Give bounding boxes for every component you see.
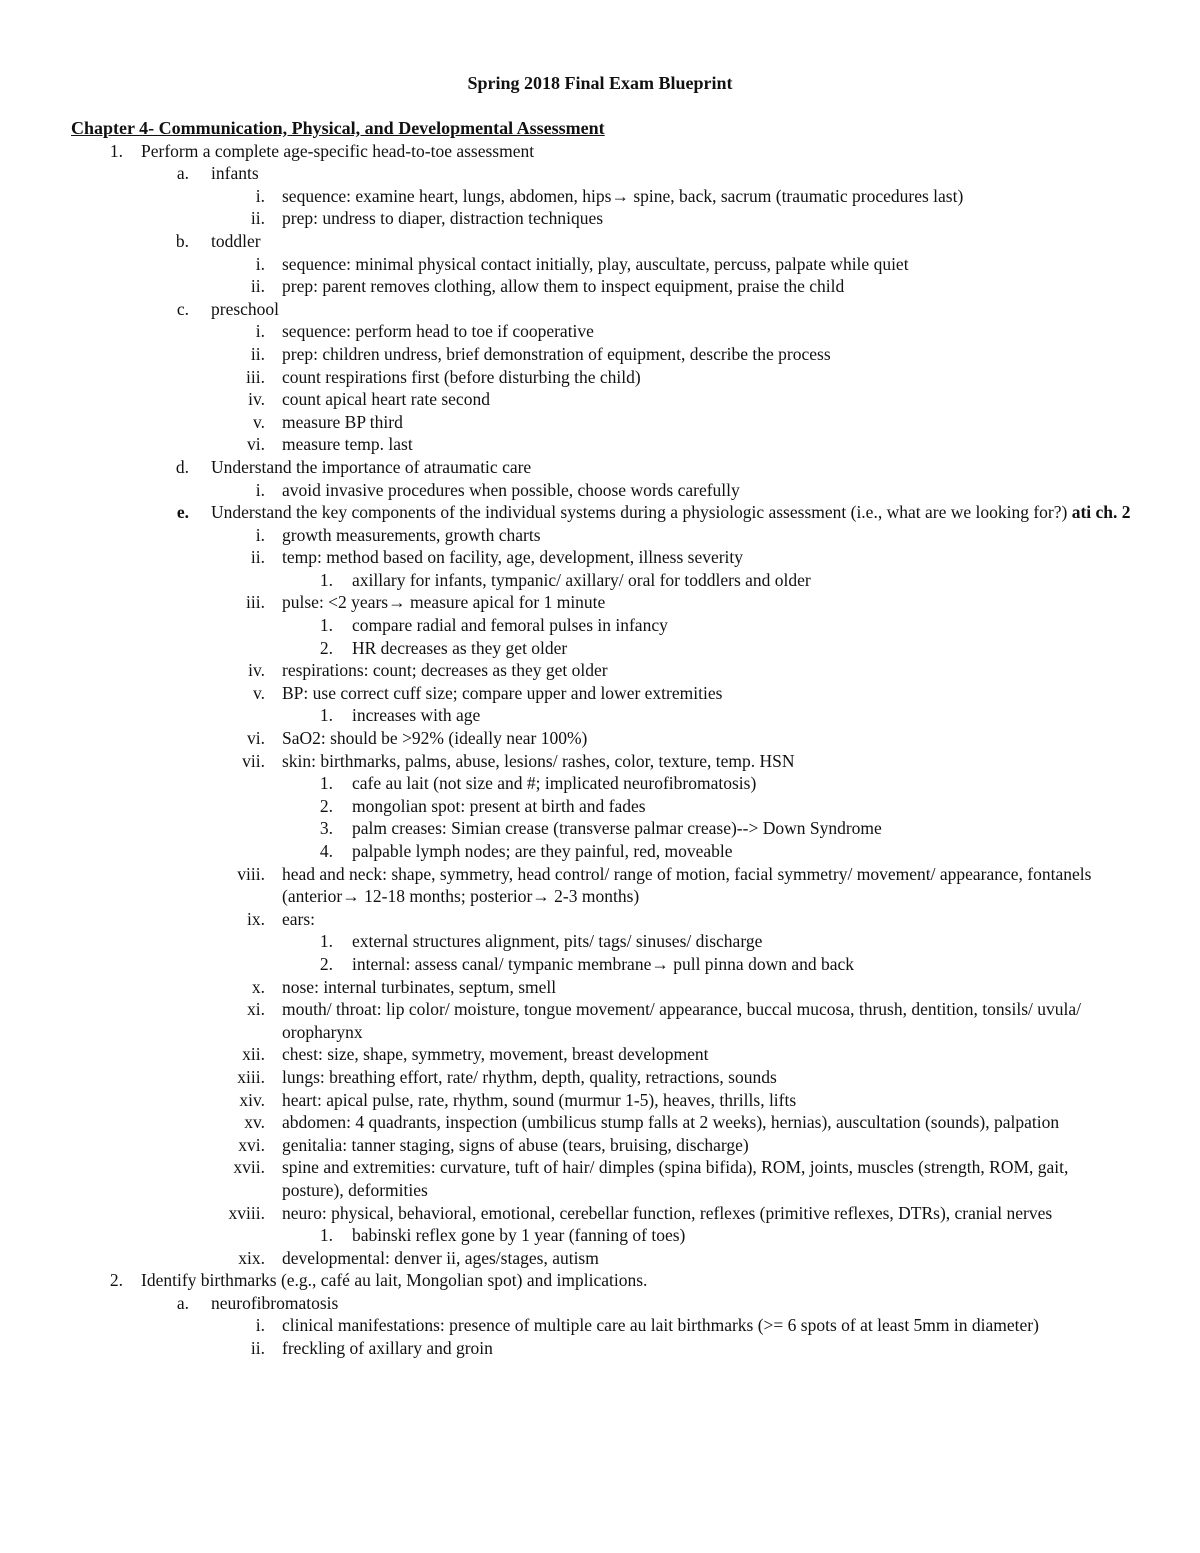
outline-marker: c. [176, 298, 189, 319]
outline-text-main: sequence: perform head to toe if cooperative [282, 321, 594, 342]
outline-text-main: cafe au lait (not size and #; implicated neurofibromatosis) [352, 773, 757, 794]
outline-marker: iii. [246, 366, 265, 387]
outline-text-main: growth measurements, growth charts [282, 524, 541, 545]
outline-marker: xvi. [238, 1134, 265, 1155]
outline-text [282, 1066, 1132, 1089]
outline-marker: vi. [247, 728, 265, 749]
outline-text [282, 591, 1132, 614]
outline-item [0, 1043, 1200, 1066]
outline-text [282, 1314, 1132, 1337]
outline-text-main: sequence: minimal physical contact initially, play, auscultate, percuss, palpate while quiet [282, 253, 909, 274]
outline-text [282, 908, 1132, 931]
outline-text [352, 614, 1132, 637]
outline-item [0, 1111, 1200, 1134]
outline-text-main: palpable lymph nodes; are they painful, red, moveable [352, 841, 733, 861]
outline-text [282, 1111, 1132, 1134]
outline-item [0, 998, 1200, 1043]
outline-item [0, 953, 1200, 976]
outline-text-main: genitalia: tanner staging, signs of abuse (tears, bruising, discharge) [282, 1134, 749, 1155]
outline-item [0, 772, 1200, 795]
outline-marker: iv. [248, 389, 265, 410]
outline-text [352, 953, 1132, 976]
outline-text [352, 569, 1132, 592]
outline-item [0, 614, 1200, 637]
outline-text [282, 1337, 1132, 1360]
outline-text-main: spine and extremities: curvature, tuft of hair/ dimples (spina bifida), ROM, joints, muscles (strength, ROM, gait, posture), deformities [282, 1157, 1069, 1200]
outline-text-main: head and neck: shape, symmetry, head control/ range of motion, facial symmetry/ movement/ appearance, fontanels (anterior→ 12-18 months; posterior→ 2-3 months) [282, 863, 1092, 907]
outline-text-main: measure BP third [282, 411, 403, 432]
outline-text [282, 727, 1132, 750]
outline-text [282, 320, 1132, 343]
outline-text [352, 1224, 1132, 1247]
outline-text-main: neuro: physical, behavioral, emotional, cerebellar function, reflexes (primitive reflexes, DTRs), cranial nerves [282, 1202, 1053, 1223]
outline-marker: i. [255, 321, 265, 342]
outline-text [282, 275, 1132, 298]
outline-text [282, 388, 1132, 411]
chapter-heading: Chapter 4- Communication, Physical, and Developmental Assessment [71, 118, 605, 138]
outline-marker: 2. [319, 953, 333, 974]
outline-text-main: prep: undress to diaper, distraction techniques [282, 208, 604, 229]
outline-item [0, 230, 1200, 253]
outline-text-main: count apical heart rate second [282, 389, 490, 410]
outline-text-main: measure temp. last [282, 434, 413, 455]
outline-item [0, 840, 1200, 863]
outline-marker: e. [176, 502, 189, 523]
outline-item [0, 433, 1200, 456]
outline-item [0, 591, 1200, 614]
outline-text-main: avoid invasive procedures when possible, choose words carefully [282, 479, 740, 500]
outline-marker: 1. [319, 615, 333, 636]
outline-item [0, 659, 1200, 682]
outline-text-main: babinski reflex gone by 1 year (fanning of toes) [352, 1225, 686, 1246]
outline-item [0, 930, 1200, 953]
outline-text-main: nose: internal turbinates, septum, smell [282, 976, 557, 997]
outline-text-main: mouth/ throat: lip color/ moisture, tongue movement/ appearance, buccal mucosa, thrush, dentition, tonsils/ uvula/ oropharynx [282, 999, 1081, 1042]
outline-text-main: internal: assess canal/ tympanic membrane→ pull pinna down and back [352, 953, 855, 974]
outline-marker: 3. [319, 818, 333, 839]
outline-text [282, 863, 1132, 908]
outline-text-reference: ati ch. 2 [1071, 502, 1131, 523]
outline-item [0, 750, 1200, 773]
outline-text [282, 1043, 1132, 1066]
outline-item [0, 1202, 1200, 1225]
outline-text [282, 411, 1132, 434]
outline-marker: d. [175, 456, 189, 477]
outline-marker: 2. [319, 795, 333, 816]
outline-marker: 1. [319, 931, 333, 952]
outline-marker: xi. [247, 999, 265, 1020]
outline-item [0, 1314, 1200, 1337]
outline-item [0, 1247, 1200, 1270]
outline-item [0, 637, 1200, 660]
outline-marker: v. [253, 411, 265, 432]
outline-content [0, 117, 1200, 1360]
outline-item [0, 275, 1200, 298]
outline-item [0, 366, 1200, 389]
outline-item [0, 1066, 1200, 1089]
outline-item [0, 546, 1200, 569]
outline-marker: xiii. [237, 1066, 265, 1087]
outline-text-main: infants [211, 163, 259, 184]
outline-text-main: prep: children undress, brief demonstration of equipment, describe the process [282, 343, 831, 364]
outline-item [0, 185, 1200, 208]
outline-text [282, 1202, 1132, 1225]
outline-text-main: heart: apical pulse, rate, rhythm, sound (murmur 1-5), heaves, thrills, lifts [282, 1089, 797, 1110]
outline-text [282, 433, 1132, 456]
outline-text-main: developmental: denver ii, ages/stages, autism [282, 1247, 599, 1268]
outline-text [141, 1269, 1126, 1292]
outline-text-main: compare radial and femoral pulses in infancy [352, 615, 668, 636]
outline-text-main: BP: use correct cuff size; compare upper and lower extremities [282, 682, 723, 703]
outline-marker: v. [253, 682, 265, 703]
outline-text-main: pulse: <2 years→ measure apical for 1 minute [282, 592, 606, 613]
outline-marker: i. [255, 185, 265, 206]
outline-text [282, 343, 1132, 366]
outline-text [282, 253, 1132, 276]
outline-text-main: palm creases: Simian crease (transverse palmar crease)--> Down Syndrome [352, 818, 882, 839]
outline-item [0, 1156, 1200, 1201]
outline-item [0, 253, 1200, 276]
outline-item [0, 1224, 1200, 1247]
outline-text-main: Identify birthmarks (e.g., café au lait, Mongolian spot) and implications. [141, 1270, 648, 1291]
outline-item [0, 298, 1200, 321]
outline-item [0, 682, 1200, 705]
outline-text [282, 1134, 1132, 1157]
outline-marker: 2. [109, 1270, 123, 1291]
outline-text-main: temp: method based on facility, age, development, illness severity [282, 547, 744, 568]
outline-marker: 1. [319, 773, 333, 794]
outline-item [0, 727, 1200, 750]
outline-text [352, 930, 1132, 953]
outline-item [0, 411, 1200, 434]
outline-marker: a. [176, 163, 189, 184]
outline-marker: ii. [250, 1338, 265, 1359]
outline-marker: ii. [250, 276, 265, 297]
outline-item [0, 479, 1200, 502]
outline-text-main: freckling of axillary and groin [282, 1338, 493, 1359]
outline-marker: 2. [319, 637, 333, 658]
outline-marker: vii. [242, 750, 265, 771]
outline-text [282, 524, 1132, 547]
outline-item [0, 976, 1200, 999]
outline-text [211, 456, 1131, 479]
outline-item [0, 456, 1200, 479]
outline-marker: ii. [250, 343, 265, 364]
outline-item [0, 524, 1200, 547]
outline-marker: 4. [319, 841, 333, 861]
outline-text [282, 682, 1132, 705]
outline-marker: xvii. [233, 1157, 265, 1178]
outline-text-main: increases with age [352, 705, 481, 726]
outline-text [282, 750, 1132, 773]
outline-text [211, 230, 1131, 253]
outline-text-main: lungs: breathing effort, rate/ rhythm, depth, quality, retractions, sounds [282, 1066, 777, 1087]
outline-text [352, 704, 1132, 727]
outline-item [0, 343, 1200, 366]
outline-marker: xv. [244, 1112, 265, 1133]
page-title: Spring 2018 Final Exam Blueprint [467, 73, 733, 93]
outline-text-main: HR decreases as they get older [352, 637, 568, 658]
outline-text-main: toddler [211, 230, 261, 251]
outline-item [0, 1337, 1200, 1360]
outline-marker: x. [251, 976, 265, 997]
outline-text-main: skin: birthmarks, palms, abuse, lesions/ rashes, color, texture, temp. HSN [282, 750, 795, 771]
outline-marker: iv. [248, 660, 265, 681]
outline-text [352, 817, 1132, 840]
outline-text [352, 795, 1132, 818]
outline-text [282, 185, 1132, 208]
outline-text-main: Understand the key components of the individual systems during a physiologic assessment (i.e., what are we looking for?) [211, 502, 1072, 523]
outline-marker: i. [255, 524, 265, 545]
outline-text [211, 162, 1131, 185]
outline-text-main: ears: [282, 908, 316, 929]
outline-item [0, 795, 1200, 818]
outline-text [282, 1089, 1132, 1112]
outline-text [282, 659, 1132, 682]
outline-text-main: Perform a complete age-specific head-to-toe assessment [141, 140, 535, 161]
outline-text [141, 140, 1126, 163]
outline-text-main: axillary for infants, tympanic/ axillary/ oral for toddlers and older [352, 569, 811, 590]
outline-text-main: preschool [211, 298, 280, 319]
outline-text-main: SaO2: should be >92% (ideally near 100%) [282, 728, 588, 749]
outline-marker: 1. [109, 140, 123, 161]
outline-text [352, 772, 1132, 795]
outline-list [0, 140, 1200, 1360]
outline-marker: ix. [247, 908, 265, 929]
outline-text-main: prep: parent removes clothing, allow them to inspect equipment, praise the child [282, 276, 845, 297]
outline-item [0, 162, 1200, 185]
outline-text [211, 1292, 1131, 1315]
outline-text [282, 546, 1132, 569]
outline-item [0, 501, 1200, 524]
outline-item [0, 863, 1200, 908]
outline-marker: viii. [237, 863, 265, 884]
outline-item [0, 1089, 1200, 1112]
outline-marker: xii. [242, 1044, 265, 1065]
outline-marker: a. [176, 1292, 189, 1313]
outline-marker: ii. [250, 547, 265, 568]
outline-item [0, 388, 1200, 411]
outline-text-main: count respirations first (before disturbing the child) [282, 366, 641, 387]
outline-marker: 1. [319, 569, 333, 590]
outline-marker: i. [255, 1315, 265, 1336]
outline-text-main: external structures alignment, pits/ tags/ sinuses/ discharge [352, 931, 763, 952]
outline-item [0, 1292, 1200, 1315]
outline-marker: i. [255, 253, 265, 274]
outline-marker: ii. [250, 208, 265, 229]
outline-item [0, 1134, 1200, 1157]
outline-text [352, 637, 1132, 660]
outline-item [0, 320, 1200, 343]
outline-text [211, 298, 1131, 321]
outline-marker: 1. [319, 705, 333, 726]
outline-text [282, 366, 1132, 389]
outline-item [0, 1269, 1200, 1292]
outline-item [0, 207, 1200, 230]
outline-text-main: Understand the importance of atraumatic care [211, 456, 532, 477]
outline-marker: xiv. [239, 1089, 265, 1110]
outline-text-main: neurofibromatosis [211, 1292, 339, 1313]
outline-text [282, 976, 1132, 999]
outline-text [282, 1247, 1132, 1270]
outline-text-main: mongolian spot: present at birth and fades [352, 795, 646, 816]
outline-text-main: abdomen: 4 quadrants, inspection (umbilicus stump falls at 2 weeks), hernias), auscultation (sounds), palpation [282, 1112, 1060, 1133]
outline-item [0, 569, 1200, 592]
outline-text [282, 1156, 1132, 1201]
outline-text [282, 207, 1132, 230]
outline-marker: iii. [246, 592, 265, 613]
outline-text-main: chest: size, shape, symmetry, movement, breast development [282, 1044, 709, 1065]
outline-text-main: sequence: examine heart, lungs, abdomen, hips→ spine, back, sacrum (traumatic procedures last) [282, 185, 964, 206]
outline-text [352, 840, 1132, 863]
outline-text [211, 501, 1131, 524]
outline-marker: vi. [247, 434, 265, 455]
outline-text-main: respirations: count; decreases as they get older [282, 660, 608, 681]
outline-marker: xix. [238, 1247, 265, 1268]
outline-marker: 1. [319, 1225, 333, 1246]
outline-text-main: clinical manifestations: presence of multiple care au lait birthmarks (>= 6 spots of at least 5mm in diameter) [282, 1315, 1039, 1336]
outline-item [0, 908, 1200, 931]
outline-item [0, 704, 1200, 727]
outline-marker: xviii. [228, 1202, 265, 1223]
outline-item [0, 140, 1200, 163]
outline-text [282, 479, 1132, 502]
outline-marker: i. [255, 479, 265, 500]
outline-text [282, 998, 1132, 1043]
outline-marker: b. [175, 230, 189, 251]
outline-item [0, 817, 1200, 840]
